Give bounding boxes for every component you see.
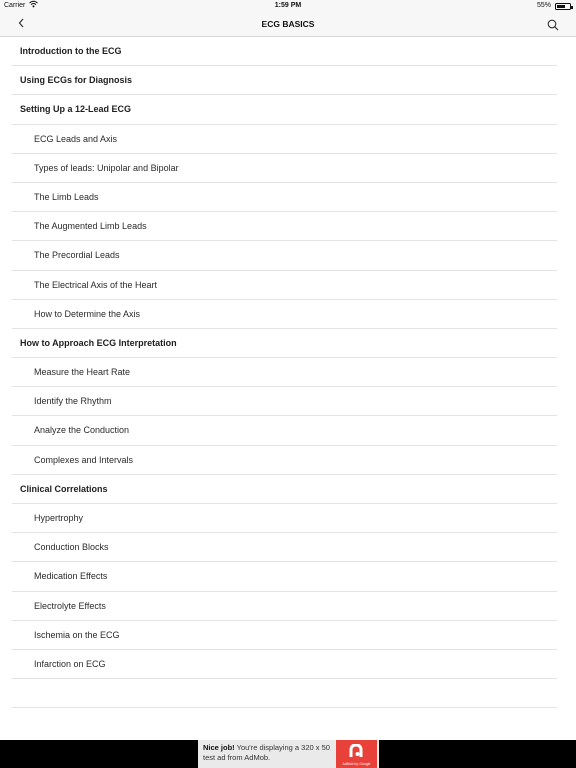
list-item[interactable]: The Electrical Axis of the Heart [12,271,557,300]
section-item[interactable]: Using ECGs for Diagnosis [12,66,557,95]
search-icon [547,19,559,31]
list-item[interactable]: Hypertrophy [12,504,557,533]
list-item[interactable]: Electrolyte Effects [12,592,557,621]
topic-list [0,37,576,708]
section-item[interactable]: Clinical Correlations [12,475,557,504]
battery-icon [555,3,571,10]
list-item[interactable]: Ischemia on the ECG [12,621,557,650]
page-title: ECG BASICS [261,19,315,29]
ad-banner[interactable] [198,740,379,768]
admob-caption: AdMob by Google [342,762,371,766]
admob-logo [336,740,377,768]
section-item[interactable]: Introduction to the ECG [12,37,557,66]
list-item[interactable]: How to Determine the Axis [12,300,557,329]
battery-percent: 55% [536,2,551,9]
list-item[interactable]: The Augmented Limb Leads [12,212,557,241]
section-item[interactable]: How to Approach ECG Interpretation [12,329,557,358]
list-item[interactable]: Identify the Rhythm [12,387,557,416]
list-item[interactable]: ECG Leads and Axis [12,125,557,154]
list-item[interactable]: Types of leads: Unipolar and Bipolar [12,154,557,183]
status-bar [0,0,576,12]
list-item[interactable]: Medication Effects [12,562,557,591]
ad-headline: Nice job! [203,743,235,752]
navigation-bar [0,12,576,37]
status-time: 1:59 PM [274,2,302,9]
list-item[interactable]: The Precordial Leads [12,241,557,270]
ad-banner-area [0,740,576,768]
section-item[interactable]: Setting Up a 12-Lead ECG [12,95,557,124]
admob-logo-icon [349,744,363,758]
carrier-label: Carrier [4,2,26,9]
list-item[interactable]: Conduction Blocks [12,533,557,562]
list-item[interactable]: The Limb Leads [12,183,557,212]
list-item[interactable]: Infarction on ECG [12,650,557,679]
ad-body: You're displaying a 320 x 50 test ad from AdMob. [203,743,330,762]
list-item[interactable]: Complexes and Intervals [12,446,557,475]
list-end-spacer [12,679,557,708]
list-item[interactable]: Measure the Heart Rate [12,358,557,387]
ad-text [203,743,338,763]
list-item[interactable]: Analyze the Conduction [12,416,557,445]
search-button[interactable] [547,18,559,30]
